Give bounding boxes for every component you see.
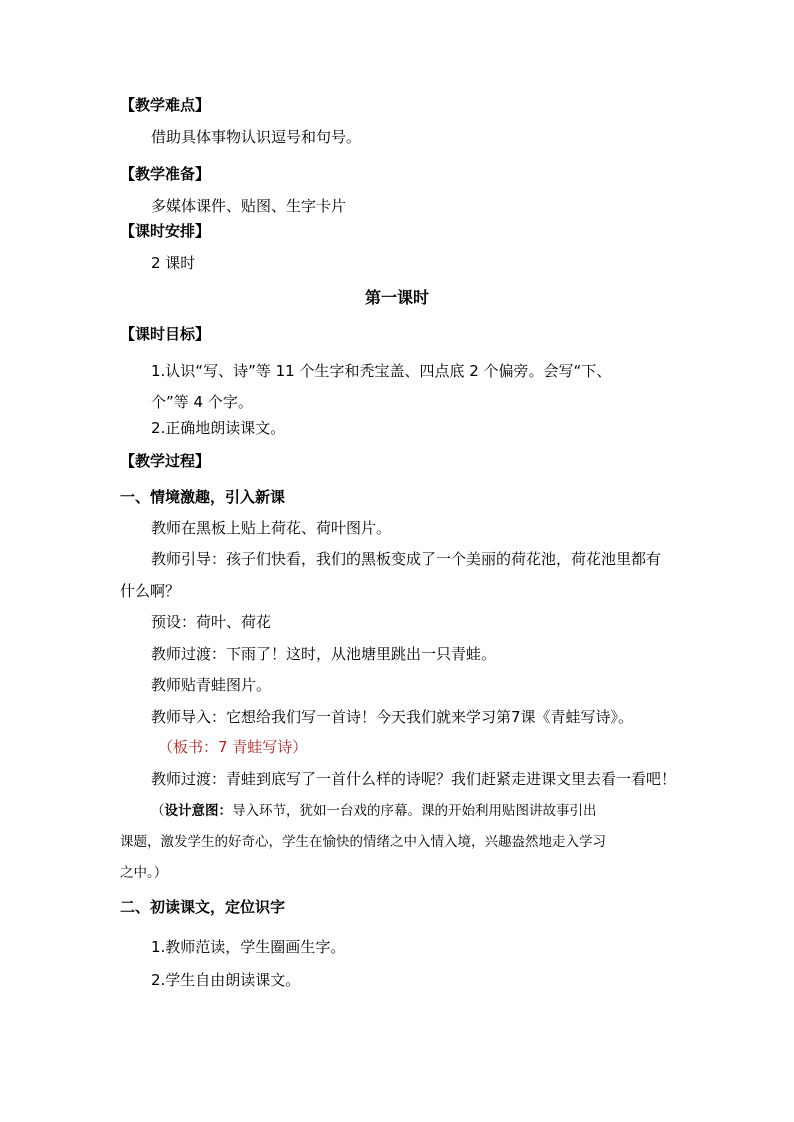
process-paragraph-1: 教师在黑板上贴上荷花、荷叶图片。: [151, 519, 392, 537]
difficulty-text: 借助具体事物认识逗号和句号。: [151, 128, 362, 146]
process-paragraph-3: 预设：荷叶、荷花: [151, 613, 272, 631]
process-paragraph-2-line-2: 什么啊？: [120, 582, 181, 600]
process-paragraph-4: 教师过渡：下雨了！这时，从池塘里跳出一只青蛙。: [151, 645, 497, 663]
process-paragraph-7: 教师过渡：青蛙到底写了一首什么样的诗呢？我们赶紧走进课文里去看一看吧！: [151, 770, 677, 788]
design-note-line-1: [151, 801, 597, 821]
process-paragraph-6: 教师导入：它想给我们写一首诗！今天我们就来学习第7课《青蛙写诗》。: [151, 708, 634, 726]
step-1: 1.教师范读，学生圈画生字。: [151, 938, 346, 956]
design-label: 设计意图：: [164, 803, 232, 819]
design-open-paren: （: [151, 803, 165, 819]
lesson-title: 第一课时: [364, 288, 429, 307]
goal-item-1-line-1: 1.认识“写、诗”等 11 个生字和秃宝盖、四点底 2 个偏旁。会写“下、: [151, 362, 612, 380]
step-2: 2.学生自由朗读课文。: [151, 971, 301, 989]
goal-item-2: 2.正确地朗读课文。: [151, 419, 286, 437]
difficulty-heading: 【教学难点】: [120, 96, 211, 114]
design-note-line-3: 之中。）: [120, 865, 168, 881]
goal-item-1-line-2: 个”等 4 个字。: [151, 393, 253, 411]
design-text-1: 导入环节，犹如一台戏的序幕。课的开始利用贴图讲故事引出: [232, 803, 597, 819]
schedule-heading: 【课时安排】: [120, 222, 211, 240]
design-note-line-2: 课题，激发学生的好奇心，学生在愉快的情绪之中入情入境，兴趣盎然地走入学习: [120, 834, 606, 850]
part2-title: 二、初读课文，定位识字: [120, 898, 286, 916]
board-note: （板书：7 青蛙写诗）: [158, 738, 308, 756]
process-heading: 【教学过程】: [120, 452, 211, 470]
process-paragraph-2-line-1: 教师引导：孩子们快看，我们的黑板变成了一个美丽的荷花池，荷花池里都有: [151, 550, 662, 568]
preparation-text: 多媒体课件、贴图、生字卡片: [151, 197, 347, 215]
preparation-heading: 【教学准备】: [120, 165, 211, 183]
goals-heading: 【课时目标】: [120, 325, 211, 343]
process-paragraph-5: 教师贴青蛙图片。: [151, 676, 272, 694]
schedule-text: 2 课时: [151, 254, 196, 272]
part1-title: 一、情境激趣，引入新课: [120, 488, 286, 506]
